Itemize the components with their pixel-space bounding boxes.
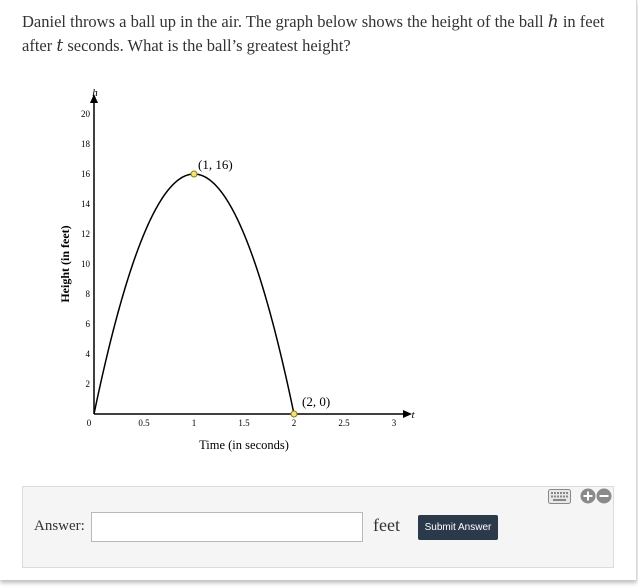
data-point [291, 411, 297, 417]
submit-answer-button[interactable]: Submit Answer [418, 515, 498, 540]
question-part-3: seconds. What is the ball’s greatest height? [63, 36, 351, 55]
tick-labels [81, 109, 397, 428]
answer-unit: feet [373, 515, 400, 535]
x-axis-title: Time (in seconds) [199, 438, 289, 452]
answer-label: Answer: [34, 518, 85, 534]
y-axis-letter: h [92, 87, 98, 99]
y-tick-label: 20 [81, 109, 90, 119]
y-tick-label: 2 [85, 379, 90, 389]
x-tick-label: 2 [291, 418, 297, 428]
answer-panel [22, 486, 614, 568]
y-tick-label: 12 [81, 229, 90, 239]
x-tick-label: 0 [86, 418, 92, 428]
x-tick-label: 1.5 [238, 418, 250, 428]
plus-circle-icon[interactable] [580, 488, 596, 504]
x-tick-label: 1 [191, 418, 197, 428]
question-part-1: Daniel throws a ball up in the air. The graph below shows the height of the ball [22, 12, 548, 31]
y-tick-label: 10 [81, 259, 90, 269]
y-tick-label: 18 [81, 139, 90, 149]
variable-t: t [56, 36, 64, 56]
point-label: (1, 16) [198, 157, 233, 172]
point-label: (2, 0) [302, 394, 331, 409]
data-point [191, 171, 197, 177]
x-tick-label: 2.5 [338, 418, 350, 428]
axes [90, 94, 412, 418]
x-tick-label: 0.5 [138, 418, 150, 428]
x-tick-label: 3 [391, 418, 397, 428]
y-tick-label: 16 [81, 169, 90, 179]
y-tick-label: 8 [85, 289, 90, 299]
answer-input[interactable] [91, 512, 363, 542]
x-axis-letter: t [411, 409, 415, 421]
y-axis-title: Height (in feet) [58, 225, 72, 303]
curve-layer [94, 174, 294, 414]
variable-h: h [547, 12, 559, 32]
y-tick-label: 4 [85, 349, 90, 359]
y-tick-label: 14 [81, 199, 90, 209]
y-tick-label: 6 [85, 319, 90, 329]
points-layer [191, 157, 330, 417]
parabola-curve [94, 174, 294, 414]
question-part-2: in feet after [22, 12, 605, 55]
minus-circle-icon[interactable] [596, 488, 612, 504]
keyboard-icon[interactable] [548, 489, 571, 504]
